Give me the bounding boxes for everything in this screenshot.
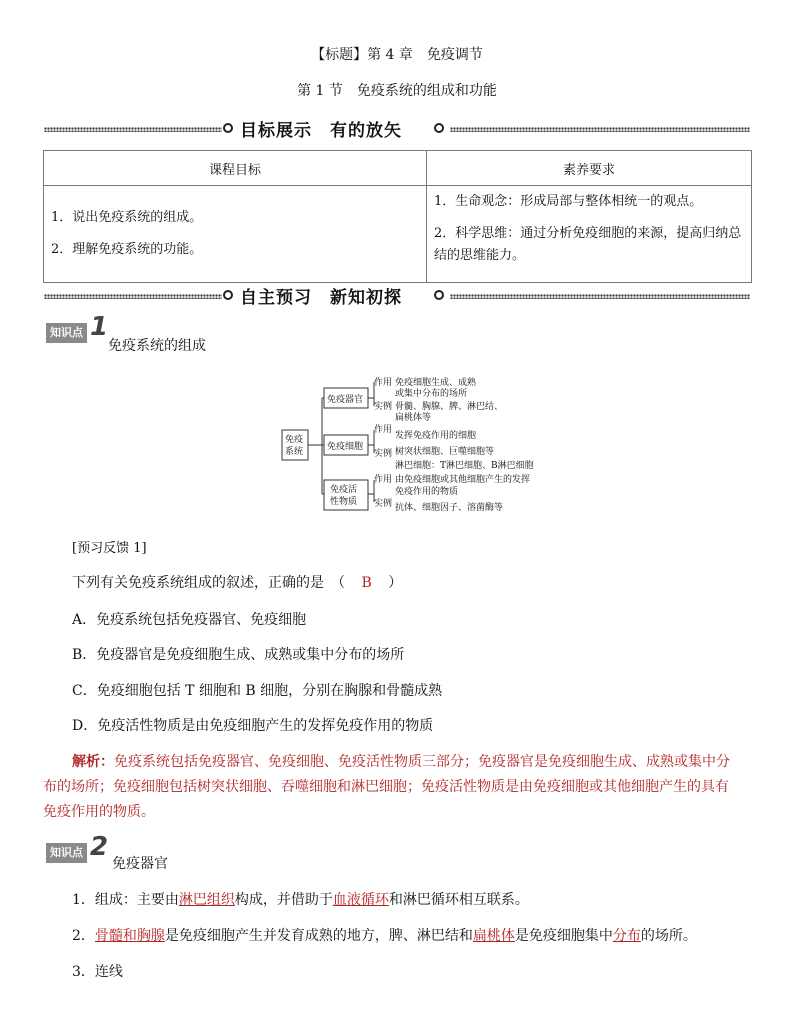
diagram-role-text-0b: 或集中分布的场所 <box>395 389 468 399</box>
diagram-example-text-1b: 淋巴细胞：T淋巴细胞、B淋巴细胞 <box>395 461 534 471</box>
explanation-line: 布的场所；免疫细胞包括树突状细胞、吞噬细胞和淋巴细胞；免疫活性物质是由免疫细胞或其他细胞产生的具有 <box>43 779 729 795</box>
diagram-role-label-0: 作用 <box>374 378 393 388</box>
ornament-knot-icon <box>434 290 444 300</box>
diagram-role-text-2b: 免疫作用的物质 <box>395 487 459 497</box>
diagram-example-text-0b: 扁桃体等 <box>395 413 432 423</box>
text-span: 2． <box>72 928 95 944</box>
diagram-role-text-2a: 由免疫细胞或其他细胞产生的发挥 <box>395 475 531 485</box>
option-b: B．免疫器官是免疫细胞生成、成熟或集中分布的场所 <box>72 647 405 663</box>
goals-col1-item: 2．理解免疫系统的功能。 <box>51 242 203 257</box>
exercise-answer: B <box>361 575 372 591</box>
document-title: 【标题】第 4 章 免疫调节 <box>311 47 483 63</box>
explanation <box>72 750 752 775</box>
exercise-question-end: ） <box>388 575 403 591</box>
organ-item-1 <box>72 889 529 909</box>
option-c: C．免疫细胞包括 T 细胞和 B 细胞，分别在胸腺和骨髓成熟 <box>72 683 443 699</box>
diagram-example-text-2: 抗体、细胞因子、溶菌酶等 <box>395 503 504 513</box>
diagram-branch-label-2a: 免疫活 <box>330 485 358 495</box>
goals-table <box>43 150 752 283</box>
knowledge-point-title: 免疫系统的组成 <box>108 338 206 354</box>
ornament-knot-icon <box>434 123 444 133</box>
blank-answer: 分布 <box>612 928 641 944</box>
explanation-line: 免疫系统包括免疫器官、免疫细胞、免疫活性物质三部分；免疫器官是免疫细胞生成、成熟或集中分 <box>114 754 730 770</box>
diagram-role-label-2: 作用 <box>374 475 393 485</box>
option-d: D．免疫活性物质是由免疫细胞产生的发挥免疫作用的物质 <box>72 718 434 734</box>
immune-system-diagram <box>270 368 570 518</box>
banner-preview <box>44 284 750 306</box>
diagram-role-text-0a: 免疫细胞生成、成熟 <box>395 378 477 388</box>
diagram-role-text-1: 发挥免疫作用的细胞 <box>395 431 477 441</box>
blank-answer: 扁桃体 <box>472 928 515 944</box>
ornament-knot-icon <box>223 123 233 133</box>
section-subtitle: 第 1 节 免疫系统的组成和功能 <box>297 83 497 99</box>
explanation-line: 免疫作用的物质。 <box>43 804 155 820</box>
goals-col2-cell <box>427 186 752 283</box>
blank-answer: 淋巴组织 <box>178 892 235 908</box>
knowledge-point-number: 1 <box>90 312 109 342</box>
diagram-branch-label-2b: 性物质 <box>330 497 358 507</box>
organ-item-2 <box>72 925 697 945</box>
knowledge-point-number: 2 <box>90 832 109 862</box>
blank-answer: 血液循环 <box>332 892 389 908</box>
text-span: 的场所。 <box>640 928 697 944</box>
goals-col2-header: 素养要求 <box>427 151 752 186</box>
goals-col1-header: 课程目标 <box>44 151 427 186</box>
diagram-root-text-line1: 免疫 <box>285 435 304 445</box>
goals-col2-item: 2．科学思维：通过分析免疫细胞的来源，提高归纳总结的思维能力。 <box>434 226 742 263</box>
goals-col1-cell <box>44 186 427 283</box>
dotted-rule-left <box>44 294 222 299</box>
knowledge-point-title: 免疫器官 <box>112 856 168 872</box>
diagram-example-label-0: 实例 <box>374 402 393 412</box>
text-span: 1．组成：主要由 <box>72 892 179 908</box>
knowledge-point-badge: 知识点 <box>46 323 87 343</box>
text-span: 是免疫细胞集中 <box>514 928 613 944</box>
text-span: 和淋巴循环相互联系。 <box>388 892 529 908</box>
diagram-root-text-line2: 系统 <box>285 447 304 457</box>
banner-preview-text: 自主预习 新知初探 <box>240 288 402 308</box>
dotted-rule-right <box>450 127 750 132</box>
dotted-rule-right <box>450 294 750 299</box>
goals-col2-item: 1．生命观念：形成局部与整体相统一的观点。 <box>434 194 703 209</box>
organ-item-3: 3．连线 <box>72 964 123 980</box>
diagram-role-label-1: 作用 <box>374 425 393 435</box>
text-span: 构成，并借助于 <box>234 892 333 908</box>
diagram-example-text-1a: 树突状细胞、巨噬细胞等 <box>395 447 495 457</box>
exercise-label: [预习反馈 1] <box>72 541 147 556</box>
diagram-branch-label-0: 免疫器官 <box>327 395 364 405</box>
blank-answer: 骨髓和胸腺 <box>94 928 165 944</box>
ornament-knot-icon <box>223 290 233 300</box>
goals-col1-item: 1．说出免疫系统的组成。 <box>51 210 203 225</box>
knowledge-point-badge: 知识点 <box>46 843 87 863</box>
exercise-question-text: 下列有关免疫系统组成的叙述，正确的是 （ <box>72 575 345 591</box>
explanation-label: 解析： <box>72 754 114 770</box>
diagram-branch-label-1: 免疫细胞 <box>327 442 364 452</box>
text-span: 是免疫细胞产生并发育成熟的地方，脾、淋巴结和 <box>164 928 473 944</box>
dotted-rule-left <box>44 127 222 132</box>
diagram-example-label-1: 实例 <box>374 449 393 459</box>
exercise-question <box>72 572 402 592</box>
diagram-example-label-2: 实例 <box>374 499 393 509</box>
banner-goals-text: 目标展示 有的放矢 <box>240 121 402 141</box>
banner-goals <box>44 117 750 139</box>
diagram-example-text-0a: 骨髓、胸腺、脾、淋巴结、 <box>395 402 504 412</box>
option-a: A．免疫系统包括免疫器官、免疫细胞 <box>72 612 307 628</box>
